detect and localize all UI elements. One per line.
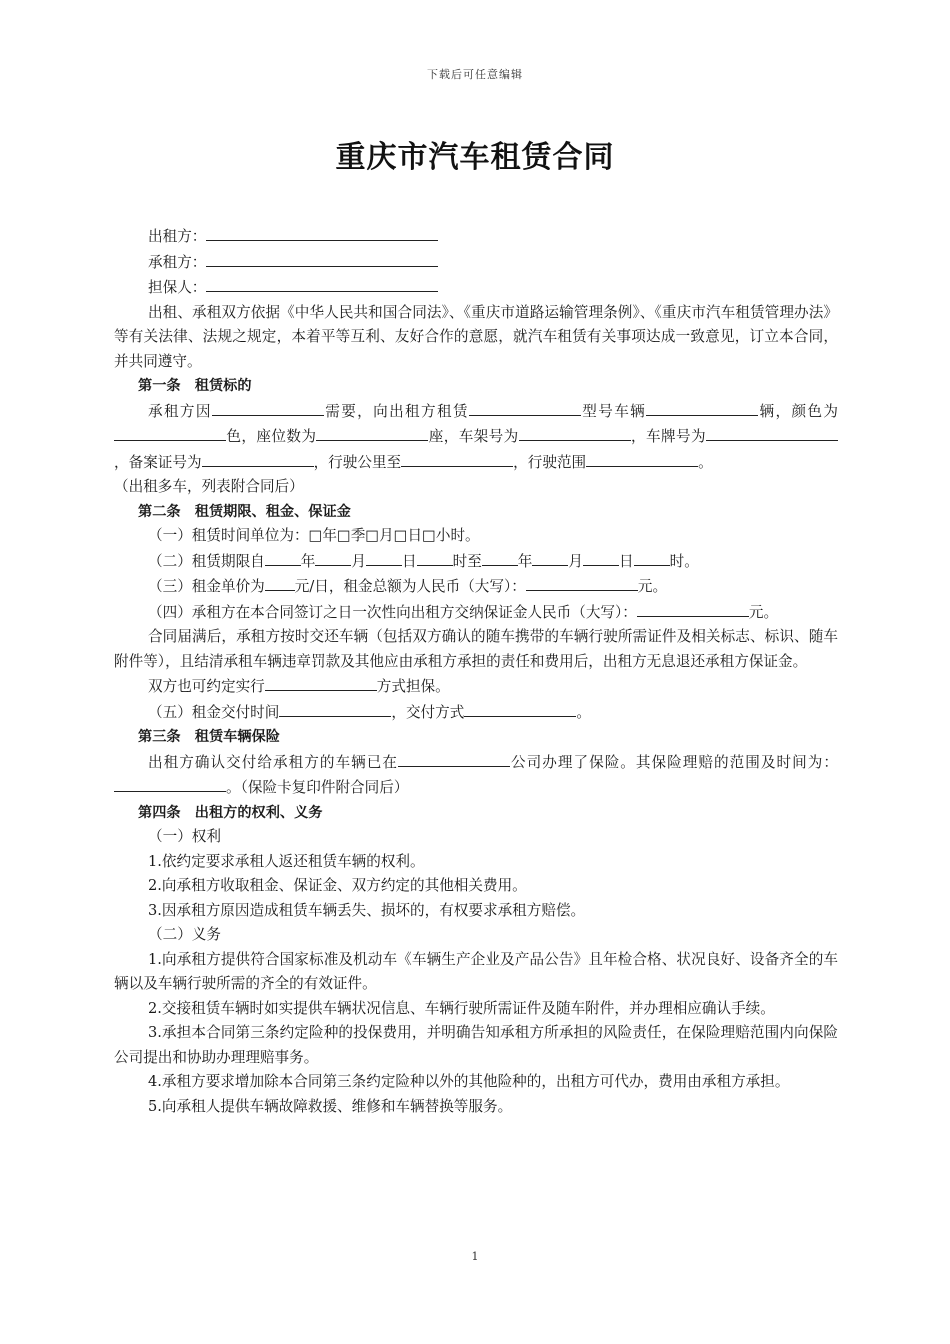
article1-text <box>114 399 838 476</box>
blank <box>279 700 391 717</box>
duties-item: 4.承租方要求增加除本合同第三条约定险种以外的其他险种的，出租方可代办，费用由承租方承担。 <box>148 1073 790 1090</box>
article1-s2: 需要，向出租方租赁 <box>323 402 469 420</box>
blank <box>202 450 314 467</box>
duties-item: 1.向承租方提供符合国家标准及机动车《车辆生产企业及产品公告》且年检合格、状况良好、设备齐全的车辆以及车辆行驶所需的齐全的有效证件。 <box>114 950 838 992</box>
article1-s10: ，行驶范围 <box>513 453 587 471</box>
article2-item5 <box>114 700 838 726</box>
item2-year: 年 <box>300 552 316 570</box>
blank <box>315 549 351 566</box>
blank <box>401 450 513 467</box>
guarantee-b: 方式担保。 <box>376 678 450 695</box>
article3-b: 公司办理了保险。其保险理赔的范围及时间为： <box>509 753 838 771</box>
item3-b: 元/日，租金总额为人民币（大写）： <box>294 578 526 595</box>
article3-text <box>114 750 838 801</box>
duties-label: （二）义务 <box>148 926 221 943</box>
lessee-blank <box>206 250 438 267</box>
blank <box>526 574 638 591</box>
article2-item3 <box>114 574 838 600</box>
blank <box>212 399 324 416</box>
duties-item: 2.交接租赁车辆时如实提供车辆状况信息、车辆行驶所需证件及随车附件，并办理相应确认手续。 <box>148 999 775 1017</box>
article3-c: 。（保险卡复印件附合同后） <box>226 779 409 796</box>
lessee-line <box>114 250 838 276</box>
item5-c: 。 <box>576 703 591 721</box>
rights-item: 2.向承租方收取租金、保证金、双方约定的其他相关费用。 <box>148 877 527 894</box>
guarantee-a: 双方也可约定实行 <box>148 678 265 695</box>
blank <box>482 549 518 566</box>
return-clause: 合同届满后，承租方按时交还车辆（包括双方确认的随车携带的车辆行驶所需证件及相关标志、标识、随车附件等），且结清承租车辆违章罚款及其他应由承租方承担的责任和费用后，出租方无息退还承租方保证金。 <box>114 628 838 670</box>
article1-s1: 承租方因 <box>148 402 212 420</box>
blank <box>772 424 838 441</box>
article1-s4: 辆，颜色为 <box>758 402 838 420</box>
item2-text: （二）租赁期限自 <box>148 552 265 570</box>
blank <box>634 549 670 566</box>
article1-note: （出租多车，列表附合同后） <box>114 478 304 495</box>
item3-c: 元。 <box>637 578 668 595</box>
duties-item: 3.承担本合同第三条约定险种的投保费用，并明确告知承租方所承担的风险责任，在保险理赔范围内向保险公司提出和协助办理理赔事务。 <box>114 1024 838 1066</box>
guarantor-label: 担保人： <box>148 279 207 296</box>
article2-item1: （一）租赁时间单位为：□年□季□月□日□小时。 <box>148 527 480 544</box>
lessor-blank <box>206 224 438 241</box>
blank <box>469 399 581 416</box>
article3-a: 出租方确认交付给承租方的车辆已在 <box>148 753 398 771</box>
blank <box>586 450 698 467</box>
duties-item: 5.向承租人提供车辆故障救援、维修和车辆替换等服务。 <box>148 1097 513 1115</box>
lessor-line <box>114 224 838 250</box>
article4-heading: 第四条 出租方的权利、义务 <box>138 804 323 821</box>
guarantor-blank <box>206 275 438 292</box>
page-number: 1 <box>471 1250 479 1263</box>
article1-s11: 。 <box>698 453 713 471</box>
item5-b: ，交付方式 <box>391 703 465 721</box>
item2-month-end: 月 <box>568 552 584 570</box>
blank <box>114 424 226 441</box>
item2-day-end: 日 <box>619 552 634 570</box>
article1-s5: 色，座位数为 <box>226 428 317 445</box>
preamble: 出租、承租双方依据《中华人民共和国合同法》、《重庆市道路运输管理条例》、《重庆市汽车租赁管理办法》等有关法律、法规之规定，本着平等互利、友好合作的意愿，就汽车租赁有关事项达成一致意见，订立本合同，并共同遵守。 <box>114 303 838 370</box>
blank <box>532 549 568 566</box>
article1-s3: 型号车辆 <box>580 402 647 420</box>
item2-year-end: 年 <box>517 552 533 570</box>
header-note: 下载后可任意编辑 <box>427 68 523 81</box>
article2-item2 <box>114 549 838 575</box>
blank <box>637 600 749 617</box>
lessee-label: 承租方： <box>148 253 207 271</box>
guarantee-line <box>114 674 838 700</box>
article1-heading: 第一条 租赁标的 <box>138 378 252 394</box>
rights-item: 3.因承租方原因造成租赁车辆丢失、损坏的，有权要求承租方赔偿。 <box>148 901 586 919</box>
item5-a: （五）租金交付时间 <box>148 703 280 721</box>
blank <box>583 549 619 566</box>
blank <box>646 399 758 416</box>
item2-hour-end: 时。 <box>669 552 699 570</box>
guarantor-line <box>114 275 838 301</box>
article1-s8: ，备案证号为 <box>114 453 202 471</box>
rights-label: （一）权利 <box>148 828 221 845</box>
blank <box>398 750 510 767</box>
article2-item4 <box>114 600 838 626</box>
blank <box>265 549 301 566</box>
blank <box>316 424 428 441</box>
item3-a: （三）租金单价为 <box>148 578 265 595</box>
document-title: 重庆市汽车租赁合同 <box>335 140 615 175</box>
article3-heading: 第三条 租赁车辆保险 <box>138 729 280 745</box>
blank <box>366 549 402 566</box>
article2-heading: 第二条 租赁期限、租金、保证金 <box>138 503 351 520</box>
blank <box>114 775 226 792</box>
item4-a: （四）承租方在本合同签订之日一次性向出租方交纳保证金人民币（大写）： <box>148 603 637 621</box>
blank <box>464 700 576 717</box>
rights-item: 1.依约定要求承租人返还租赁车辆的权利。 <box>148 852 425 870</box>
item2-month: 月 <box>351 552 366 570</box>
article1-s6: 座，车架号为 <box>428 428 519 445</box>
blank <box>519 424 631 441</box>
blank <box>706 424 772 441</box>
lessor-label: 出租方： <box>148 228 207 245</box>
item2-hour-to: 时至 <box>452 552 482 570</box>
item4-b: 元。 <box>748 603 779 621</box>
contract-body <box>114 224 838 1119</box>
article1-s7: ，车牌号为 <box>630 428 706 445</box>
blank <box>265 574 295 591</box>
blank <box>417 549 453 566</box>
item2-day: 日 <box>401 552 417 570</box>
blank <box>265 674 377 691</box>
article1-s9: ，行驶公里至 <box>313 453 402 471</box>
